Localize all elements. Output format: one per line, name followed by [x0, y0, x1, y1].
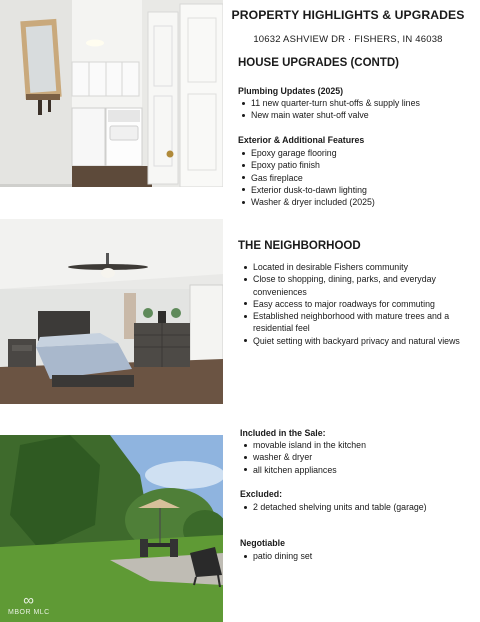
- list-item: Close to shopping, dining, parks, and everyday conveniences: [240, 273, 462, 298]
- house-upgrades-heading: HOUSE UPGRADES (CONTD): [238, 57, 400, 69]
- list-item: Epoxy garage flooring: [238, 147, 464, 159]
- list-item: washer & dryer: [240, 451, 462, 463]
- document-title: PROPERTY HIGHLIGHTS & UPGRADES: [231, 8, 465, 22]
- list-item: Exterior dusk-to-dawn lighting: [238, 184, 464, 196]
- list-item: Located in desirable Fishers community: [240, 261, 462, 273]
- included-list: [240, 439, 462, 476]
- watermark: [8, 593, 50, 616]
- list-item: movable island in the kitchen: [240, 439, 462, 451]
- neighborhood-heading: THE NEIGHBORHOOD: [238, 240, 361, 252]
- exterior-heading: Exterior & Additional Features: [238, 135, 365, 145]
- list-item: Established neighborhood with mature trees and a residential feel: [240, 310, 462, 335]
- list-item: Washer & dryer included (2025): [238, 196, 464, 208]
- excluded-list: [240, 501, 462, 513]
- negotiable-list: [240, 550, 462, 562]
- included-heading: Included in the Sale:: [240, 428, 326, 438]
- laundry-room-photo: [0, 0, 223, 187]
- neighborhood-list: [240, 261, 462, 347]
- list-item: 11 new quarter-turn shut-offs & supply lines: [238, 97, 464, 109]
- list-item: patio dining set: [240, 550, 462, 562]
- plumbing-list: [238, 97, 464, 122]
- negotiable-heading: Negotiable: [240, 538, 285, 548]
- bedroom-photo: [0, 219, 223, 404]
- list-item: Gas fireplace: [238, 172, 464, 184]
- exterior-list: [238, 147, 464, 208]
- plumbing-heading: Plumbing Updates (2025): [238, 86, 344, 96]
- list-item: New main water shut-off valve: [238, 109, 464, 121]
- list-item: Quiet setting with backyard privacy and natural views: [240, 335, 462, 347]
- watermark-text: MBOR MLC: [8, 609, 50, 616]
- excluded-heading: Excluded:: [240, 489, 283, 499]
- property-address: 10632 ASHVIEW DR · FISHERS, IN 46038: [253, 34, 443, 45]
- infinity-icon: ∞: [23, 592, 35, 609]
- backyard-photo: [0, 435, 223, 622]
- list-item: all kitchen appliances: [240, 464, 462, 476]
- list-item: 2 detached shelving units and table (garage): [240, 501, 462, 513]
- list-item: Easy access to major roadways for commuting: [240, 298, 462, 310]
- list-item: Epoxy patio finish: [238, 159, 464, 171]
